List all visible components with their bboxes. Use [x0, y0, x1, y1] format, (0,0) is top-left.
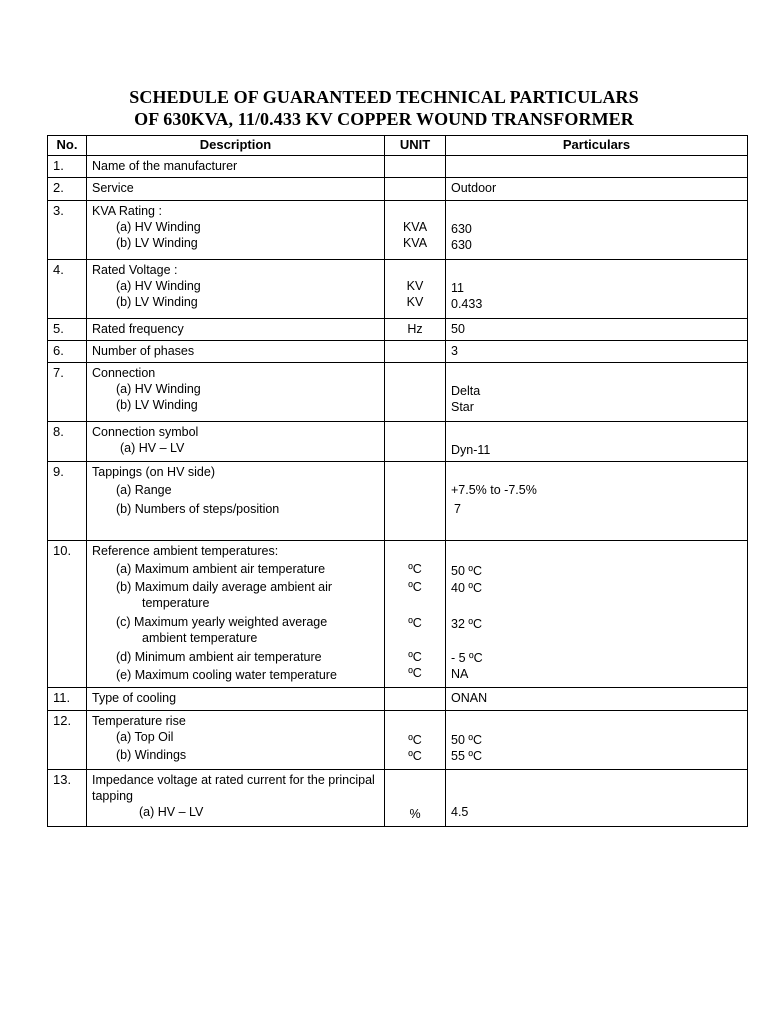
- row-no: 10.: [48, 541, 87, 688]
- row-description: [87, 201, 385, 260]
- sub-item-label: (b) LV Winding: [116, 398, 198, 412]
- row-no: 2.: [48, 178, 87, 201]
- row-no: 5.: [48, 319, 87, 341]
- row-description-main: KVA Rating :: [92, 204, 162, 218]
- row-description: [87, 541, 385, 688]
- row-no: 7.: [48, 363, 87, 422]
- table-row: [48, 688, 748, 711]
- row-description: Rated frequency: [87, 319, 385, 341]
- sub-item-label: (a) HV Winding: [116, 220, 201, 234]
- row-particulars: [446, 260, 748, 319]
- sub-item-value: 40 ºC: [451, 581, 482, 595]
- sub-item-value: Delta: [451, 384, 481, 398]
- row-description: [87, 711, 385, 770]
- row-no: 13.: [48, 770, 87, 827]
- row-description: [87, 260, 385, 319]
- row-unit: [385, 711, 446, 770]
- sub-item-value: 630: [451, 222, 472, 236]
- sub-item-label: (e) Maximum cooling water temperature: [116, 668, 337, 682]
- title-line-2: OF 630KVA, 11/0.433 KV COPPER WOUND TRANSFORMER: [134, 109, 634, 129]
- row-particulars: [446, 422, 748, 462]
- sub-item-value: 11: [451, 281, 464, 295]
- title-line-1: SCHEDULE OF GUARANTEED TECHNICAL PARTICULARS: [129, 87, 639, 107]
- row-no: 1.: [48, 156, 87, 178]
- row-no: 4.: [48, 260, 87, 319]
- sub-item-label: (b) LV Winding: [116, 295, 198, 309]
- table-row: [48, 156, 748, 178]
- row-description: Type of cooling: [87, 688, 385, 711]
- row-no: 6.: [48, 341, 87, 363]
- row-description-main: Connection symbol: [92, 425, 199, 439]
- table-row: [48, 422, 748, 462]
- sub-item-value: Dyn-11: [451, 443, 491, 457]
- row-description: Service: [87, 178, 385, 201]
- row-description-main: Tappings (on HV side): [92, 465, 215, 479]
- sub-item-label: (a) HV – LV: [139, 805, 204, 819]
- sub-item-value: Star: [451, 400, 474, 414]
- sub-item-unit: ºC: [408, 562, 422, 576]
- sub-item-label-continued: ambient temperature: [142, 631, 258, 645]
- row-description: [87, 422, 385, 462]
- sub-item-label: (b) Maximum daily average ambient air: [116, 580, 333, 594]
- row-description: Number of phases: [87, 341, 385, 363]
- row-description-main: Temperature rise: [92, 714, 186, 728]
- sub-item-label: (b) LV Winding: [116, 236, 198, 250]
- row-description: [87, 770, 385, 827]
- row-description-main: Connection: [92, 366, 156, 380]
- row-no: 11.: [48, 688, 87, 711]
- sub-item-unit: ºC: [408, 733, 422, 747]
- row-unit: [385, 341, 446, 363]
- row-no: 3.: [48, 201, 87, 260]
- row-no: 8.: [48, 422, 87, 462]
- row-unit: [385, 363, 446, 422]
- table-row: [48, 201, 748, 260]
- row-particulars: [446, 156, 748, 178]
- sub-item-value: 32 ºC: [451, 617, 482, 631]
- sub-item-unit: ºC: [408, 650, 422, 664]
- table-row: [48, 541, 748, 688]
- row-unit: Hz: [385, 319, 446, 341]
- sub-item-label: (a) Range: [116, 483, 172, 497]
- row-unit: [385, 260, 446, 319]
- sub-item-label: (b) Numbers of steps/position: [116, 502, 280, 516]
- sub-item-unit: ºC: [408, 580, 422, 594]
- table-row: [48, 770, 748, 827]
- row-particulars: [446, 201, 748, 260]
- table-row: [48, 363, 748, 422]
- sub-item-value: 50 ºC: [451, 564, 482, 578]
- row-unit: [385, 688, 446, 711]
- row-unit: [385, 156, 446, 178]
- sub-item-value: 4.5: [451, 805, 469, 819]
- header-particulars: Particulars: [446, 136, 748, 156]
- sub-item-value: 50 ºC: [451, 733, 482, 747]
- sub-item-label: (a) Maximum ambient air temperature: [116, 562, 326, 576]
- row-no: 9.: [48, 462, 87, 541]
- row-unit: [385, 541, 446, 688]
- sub-item-value: 630: [451, 238, 472, 252]
- sub-item-value: 0.433: [451, 297, 483, 311]
- sub-item-unit: ºC: [408, 749, 422, 763]
- sub-item-label: (a) HV – LV: [120, 441, 185, 455]
- row-particulars: 3: [446, 341, 748, 363]
- header-unit: UNIT: [385, 136, 446, 156]
- sub-item-value: NA: [451, 667, 469, 681]
- table-header-row: [48, 136, 748, 156]
- row-description-main: Reference ambient temperatures:: [92, 544, 279, 558]
- sub-item-value: 7: [454, 502, 461, 516]
- table-row: [48, 462, 748, 541]
- row-particulars: 50: [446, 319, 748, 341]
- row-unit: [385, 422, 446, 462]
- table-row: [48, 341, 748, 363]
- sub-item-value: 55 ºC: [451, 749, 482, 763]
- table-row: [48, 260, 748, 319]
- row-unit: [385, 201, 446, 260]
- row-particulars: [446, 363, 748, 422]
- sub-item-label: (c) Maximum yearly weighted average: [116, 615, 328, 629]
- table-row: [48, 711, 748, 770]
- row-description: [87, 363, 385, 422]
- row-description: [87, 462, 385, 541]
- row-description-main: Impedance voltage at rated current for the principal tapping: [92, 773, 375, 803]
- document-title: [0, 86, 768, 130]
- sub-item-value: +7.5% to -7.5%: [451, 483, 537, 497]
- sub-item-unit: KVA: [402, 236, 428, 250]
- row-unit: [385, 770, 446, 827]
- sub-item-value: - 5 ºC: [451, 651, 483, 665]
- row-particulars: Outdoor: [446, 178, 748, 201]
- sub-item-label: (a) HV Winding: [116, 279, 201, 293]
- sub-item-label: (a) HV Winding: [116, 382, 201, 396]
- table-row: [48, 319, 748, 341]
- specifications-table: [47, 135, 748, 827]
- row-unit: [385, 178, 446, 201]
- row-particulars: ONAN: [446, 688, 748, 711]
- sub-item-label: (d) Minimum ambient air temperature: [116, 650, 322, 664]
- header-description: Description: [87, 136, 385, 156]
- row-particulars: [446, 462, 748, 541]
- header-no: No.: [48, 136, 87, 156]
- sub-item-unit: KVA: [402, 220, 428, 234]
- row-particulars: [446, 541, 748, 688]
- sub-item-unit: ºC: [408, 616, 422, 630]
- sub-item-unit: ºC: [408, 666, 422, 680]
- row-description-main: Rated Voltage :: [92, 263, 178, 277]
- sub-item-label: (a) Top Oil: [116, 730, 174, 744]
- sub-item-unit: KV: [406, 295, 424, 309]
- row-particulars: [446, 711, 748, 770]
- sub-item-label: (b) Windings: [116, 748, 187, 762]
- row-unit: [385, 462, 446, 541]
- sub-item-unit: %: [409, 807, 421, 821]
- row-description: Name of the manufacturer: [87, 156, 385, 178]
- row-no: 12.: [48, 711, 87, 770]
- sub-item-unit: KV: [406, 279, 424, 293]
- row-particulars: [446, 770, 748, 827]
- sub-item-label-continued: temperature: [142, 596, 210, 610]
- table-row: [48, 178, 748, 201]
